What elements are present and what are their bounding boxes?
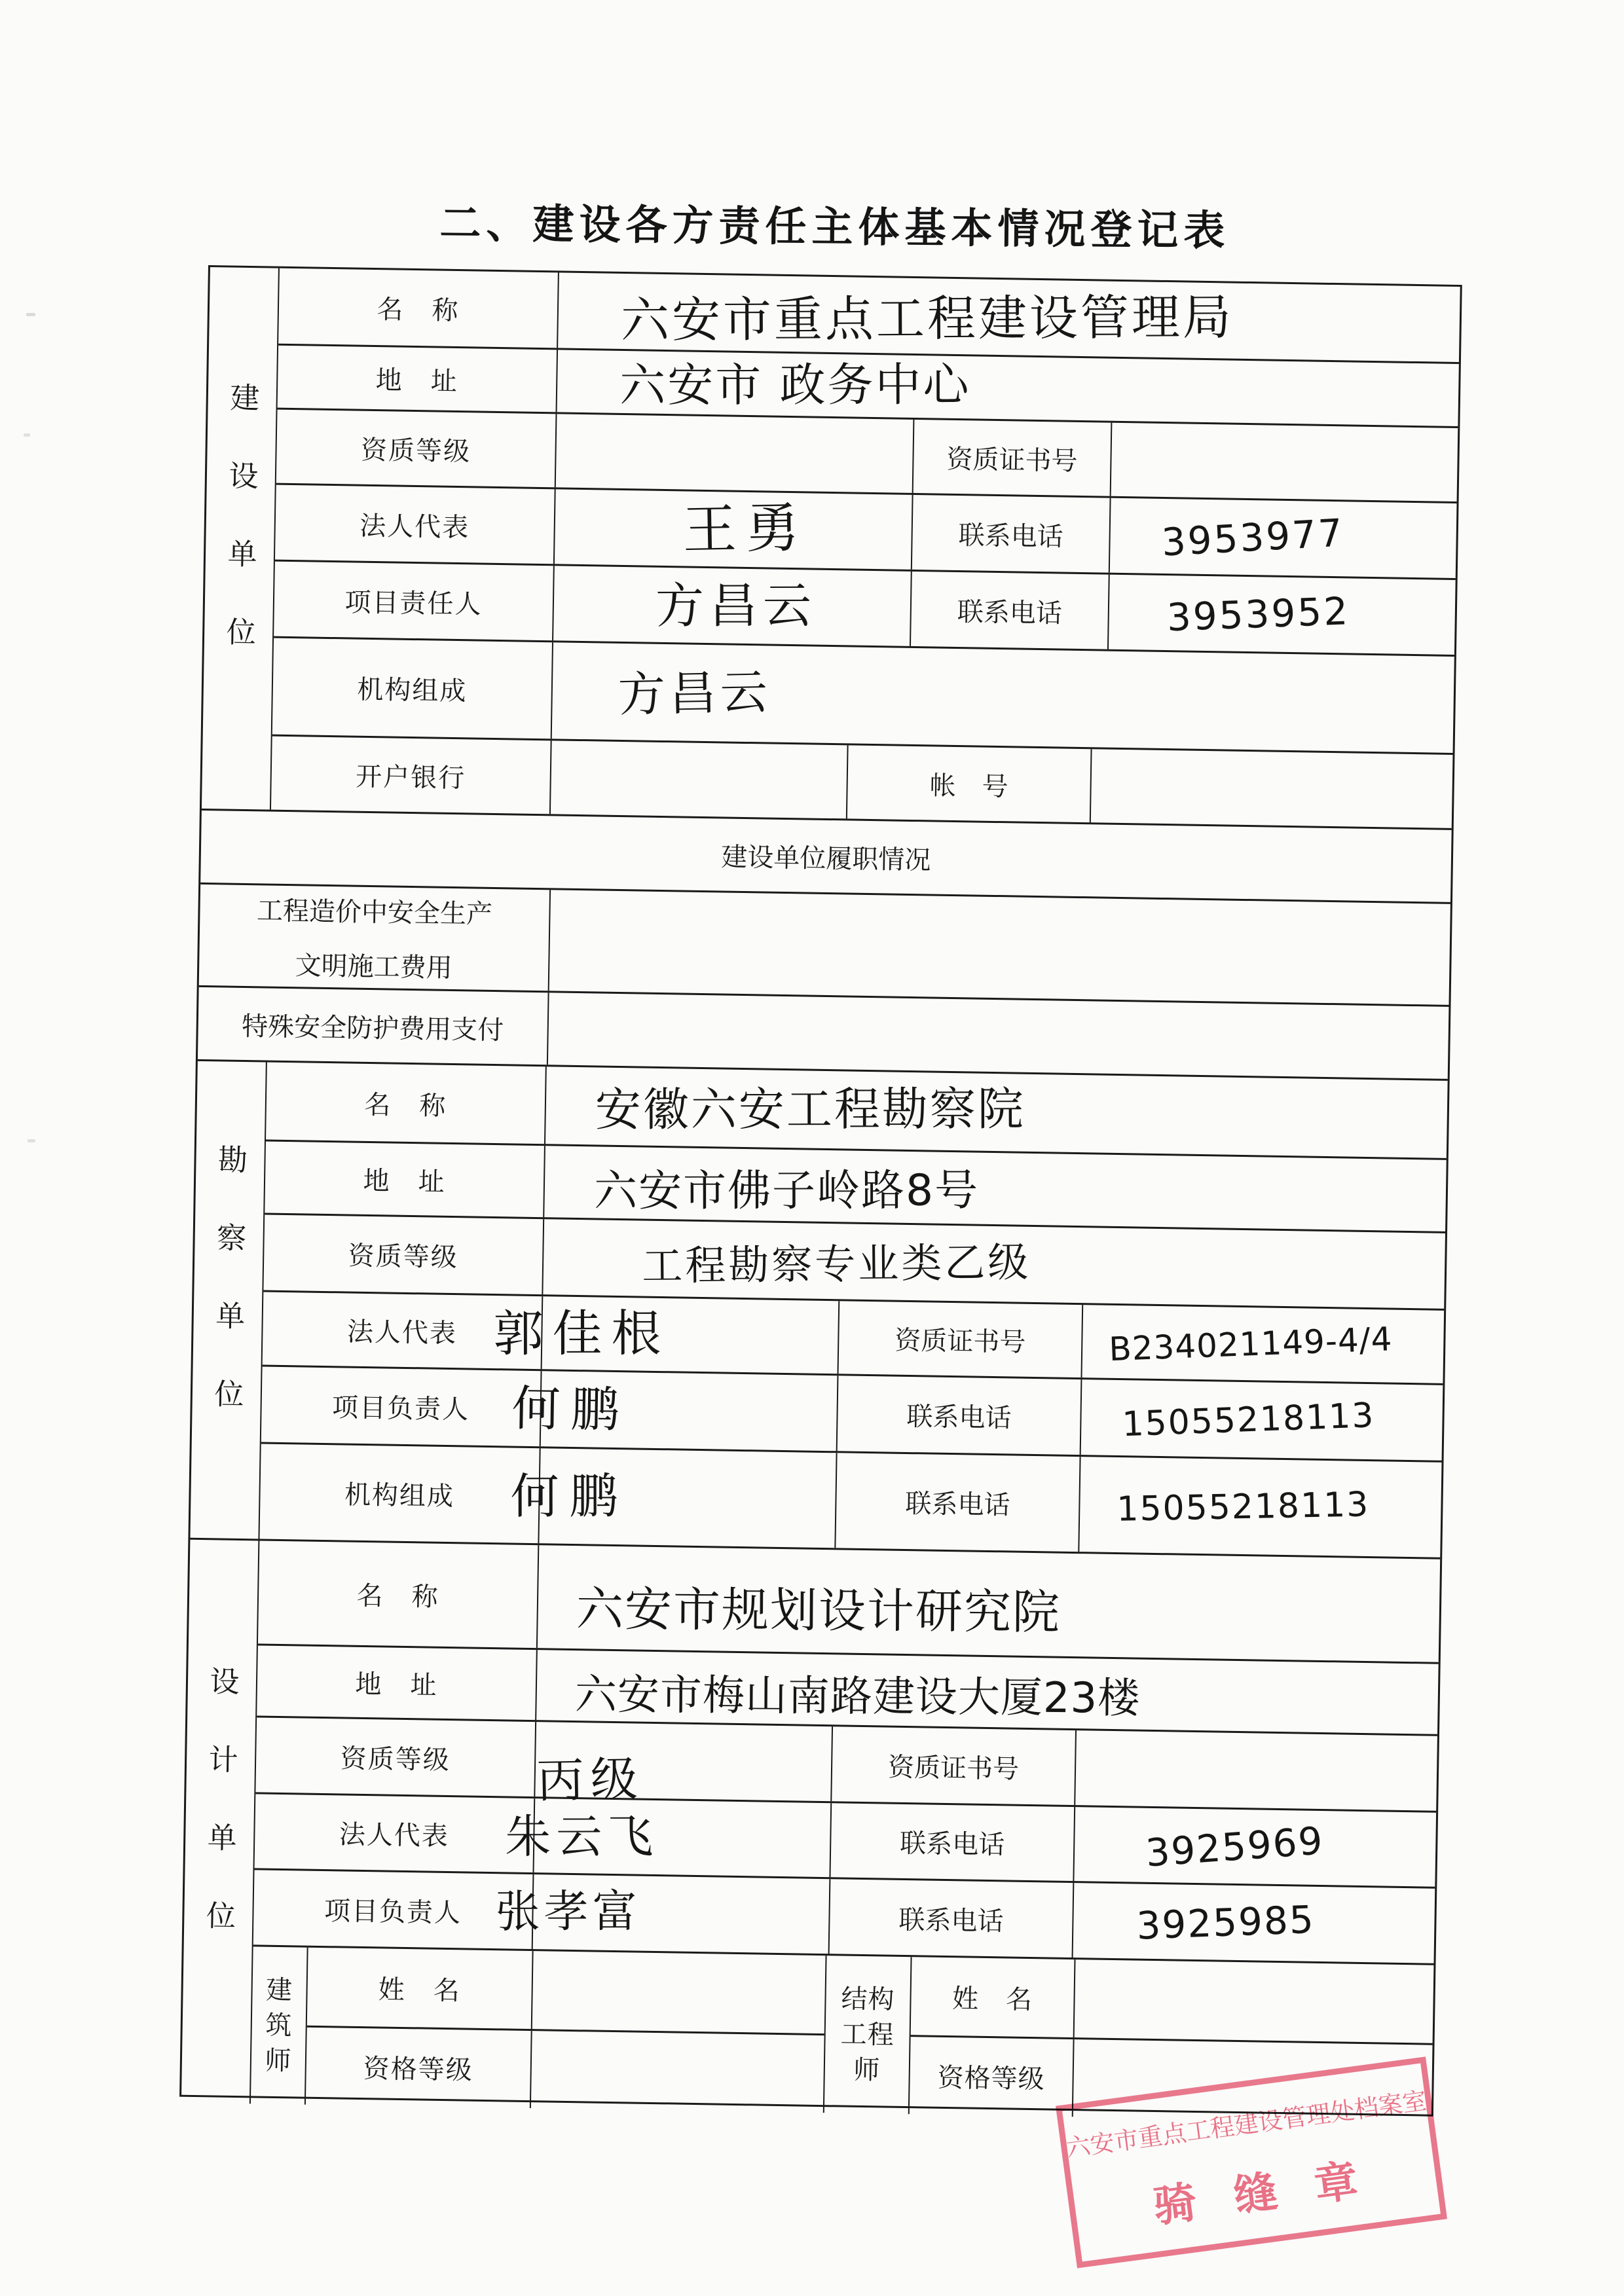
label-project-leader: 项目负责人 (331, 1393, 470, 1425)
row-survey-org (259, 1442, 1441, 1557)
value-design-name (536, 1545, 1440, 1662)
handwriting-design-name: 六安市规划设计研究院 (576, 1580, 1061, 1639)
stamp-seal-type: 骑缝章 (1150, 2150, 1399, 2231)
value-design-leader-phone (1072, 1883, 1435, 1963)
label-qual-grade: 资质等级 (340, 1743, 451, 1775)
label-name: 名 称 (377, 295, 460, 326)
handwriting-survey-qual: 工程勘察专业类乙级 (641, 1237, 1031, 1290)
handwriting-design-leader-phone: 3925985 (1135, 1897, 1316, 1948)
handwriting-leader-phone: 3953952 (1166, 589, 1351, 640)
label-fee-cost (199, 884, 549, 991)
value-construction-name (557, 272, 1460, 362)
handwriting-design-qual: 丙级 (536, 1751, 645, 1809)
value-survey-leader-phone (1080, 1379, 1443, 1461)
label-bank: 开户银行 (355, 761, 466, 793)
label-legal-rep: 法人代表 (339, 1819, 450, 1851)
label-person-grade: 资格等级 (937, 2063, 1045, 2094)
label-project-leader: 项目负责人 (323, 1895, 462, 1927)
row-architect-name (307, 1948, 826, 2033)
row-construction-org (272, 636, 1454, 753)
handwriting-leader: 方昌云 (655, 577, 817, 634)
value-design-cert-no (1074, 1730, 1437, 1811)
handwriting-survey-name: 安徽六安工程勘察院 (595, 1082, 1025, 1137)
unit-label-design: 设计单位 (181, 1540, 259, 2104)
label-contact-phone: 联系电话 (911, 495, 1110, 573)
stamp-office-name: 六安市重点工程建设管理处档案室 (1064, 2086, 1428, 2162)
label-contact-phone: 联系电话 (836, 1376, 1081, 1455)
label-org: 机构组成 (344, 1480, 455, 1512)
label-address: 地 址 (363, 1165, 446, 1197)
row-fee-cost (199, 883, 1450, 1005)
label-qual-grade: 资质等级 (360, 435, 471, 466)
value-construction-bank (549, 740, 847, 818)
label-address: 地 址 (375, 365, 459, 397)
value-design-address (535, 1650, 1439, 1734)
label-legal-rep: 法人代表 (346, 1317, 458, 1349)
value-design-legal-rep (505, 1798, 830, 1877)
section-construction-unit (202, 267, 1460, 828)
handwriting-design-legal-phone: 3925969 (1144, 1817, 1325, 1876)
label-account: 帐 号 (846, 745, 1091, 822)
value-survey-qual-grade (542, 1219, 1445, 1309)
value-architect-name (531, 1951, 826, 2033)
label-qual-grade: 资质等级 (348, 1241, 459, 1273)
label-org: 机构组成 (356, 674, 468, 706)
label-person-name: 姓 名 (951, 1983, 1033, 2014)
value-construction-org (551, 642, 1454, 753)
value-construction-account (1090, 749, 1453, 828)
label-person-name: 姓 名 (378, 1975, 462, 2006)
value-construction-qual-grade (555, 414, 913, 493)
row-struct-name (911, 1957, 1434, 2043)
label-contact-phone: 联系电话 (829, 1803, 1074, 1881)
value-survey-org-phone (1078, 1457, 1441, 1558)
handwriting-design-leader: 张孝富 (495, 1886, 641, 1939)
scan-artifact (26, 313, 35, 316)
label-structural-engineer: 结构工程师 (823, 1956, 912, 2114)
value-survey-org (510, 1448, 836, 1548)
value-survey-name (544, 1066, 1448, 1158)
row-architect-grade (306, 2025, 824, 2113)
handwriting-org: 方昌云 (618, 664, 772, 722)
label-fee-special-text: 特殊安全防护费用支付 (241, 1011, 504, 1045)
label-address: 地 址 (355, 1669, 438, 1700)
label-architect: 建筑师 (251, 1946, 308, 2104)
handwriting-survey-org: 何鹏 (510, 1468, 629, 1525)
value-survey-cert-no (1080, 1305, 1444, 1383)
value-design-qual-grade (534, 1722, 832, 1809)
label-fee-cost-line2: 文明施工费用 (295, 951, 453, 983)
handwriting-legal-phone: 3953977 (1160, 510, 1346, 565)
value-struct-name (1073, 1959, 1434, 2043)
handwriting-survey-address: 六安市佛子岭路8号 (593, 1165, 980, 1216)
value-construction-leader-phone (1107, 575, 1456, 655)
page-title: 二、建设各方责任主体基本情况登记表 (439, 200, 1230, 255)
value-fee-cost (548, 890, 1450, 1005)
value-construction-cert-no (1110, 423, 1458, 501)
scan-artifact (24, 433, 30, 437)
handwriting-design-legal-rep: 朱云飞 (505, 1809, 659, 1863)
value-construction-leader (552, 566, 911, 646)
handwriting-survey-leader-phone: 15055218113 (1121, 1395, 1376, 1444)
value-survey-leader (511, 1371, 838, 1451)
value-construction-legal-phone (1109, 498, 1457, 578)
label-person-grade: 资格等级 (363, 2054, 474, 2085)
label-project-resp: 项目责任人 (344, 587, 483, 619)
handwriting-survey-legal-rep: 郭佳根 (493, 1303, 671, 1362)
label-legal-rep: 法人代表 (359, 511, 470, 542)
label-name: 名 称 (364, 1089, 447, 1121)
label-cert-no: 资质证书号 (830, 1726, 1075, 1805)
registration-table (179, 265, 1462, 2117)
handwriting-construction-address: 六安市 政务中心 (619, 357, 971, 412)
handwriting-survey-org-phone: 15055218113 (1116, 1484, 1370, 1529)
section-survey-unit (190, 1059, 1447, 1558)
handwriting-survey-leader: 何鹏 (511, 1380, 631, 1438)
label-fee-special (198, 987, 548, 1065)
unit-label-construction: 建设单位 (202, 267, 280, 810)
duty-header-label: 建设单位履职情况 (721, 841, 931, 875)
value-design-leader (495, 1874, 830, 1954)
row-design-name (258, 1540, 1440, 1662)
unit-label-survey: 勘察单位 (190, 1061, 267, 1539)
label-name: 名 称 (356, 1580, 439, 1612)
handwriting-construction-name: 六安市重点工程建设管理局 (620, 289, 1234, 349)
scan-artifact (28, 1139, 35, 1142)
value-survey-legal-rep (493, 1296, 839, 1374)
label-cert-no: 资质证书号 (912, 420, 1111, 496)
value-design-legal-phone (1073, 1807, 1436, 1887)
value-fee-special (547, 993, 1449, 1079)
value-construction-legal-rep (553, 489, 912, 570)
handwriting-legal-rep: 王勇 (682, 497, 809, 562)
section-design-unit (181, 1538, 1440, 2123)
handwriting-survey-cert-no: B234021149-4/4 (1108, 1319, 1393, 1368)
label-contact-phone: 联系电话 (910, 572, 1109, 649)
label-contact-phone: 联系电话 (834, 1453, 1079, 1552)
label-contact-phone: 联系电话 (828, 1879, 1073, 1958)
label-fee-cost-line1: 工程造价中安全生产 (256, 896, 493, 929)
handwriting-design-address: 六安市梅山南路建设大厦23楼 (574, 1670, 1141, 1723)
value-architect-grade (530, 2031, 824, 2113)
value-survey-address (543, 1146, 1447, 1231)
label-cert-no: 资质证书号 (838, 1301, 1082, 1377)
